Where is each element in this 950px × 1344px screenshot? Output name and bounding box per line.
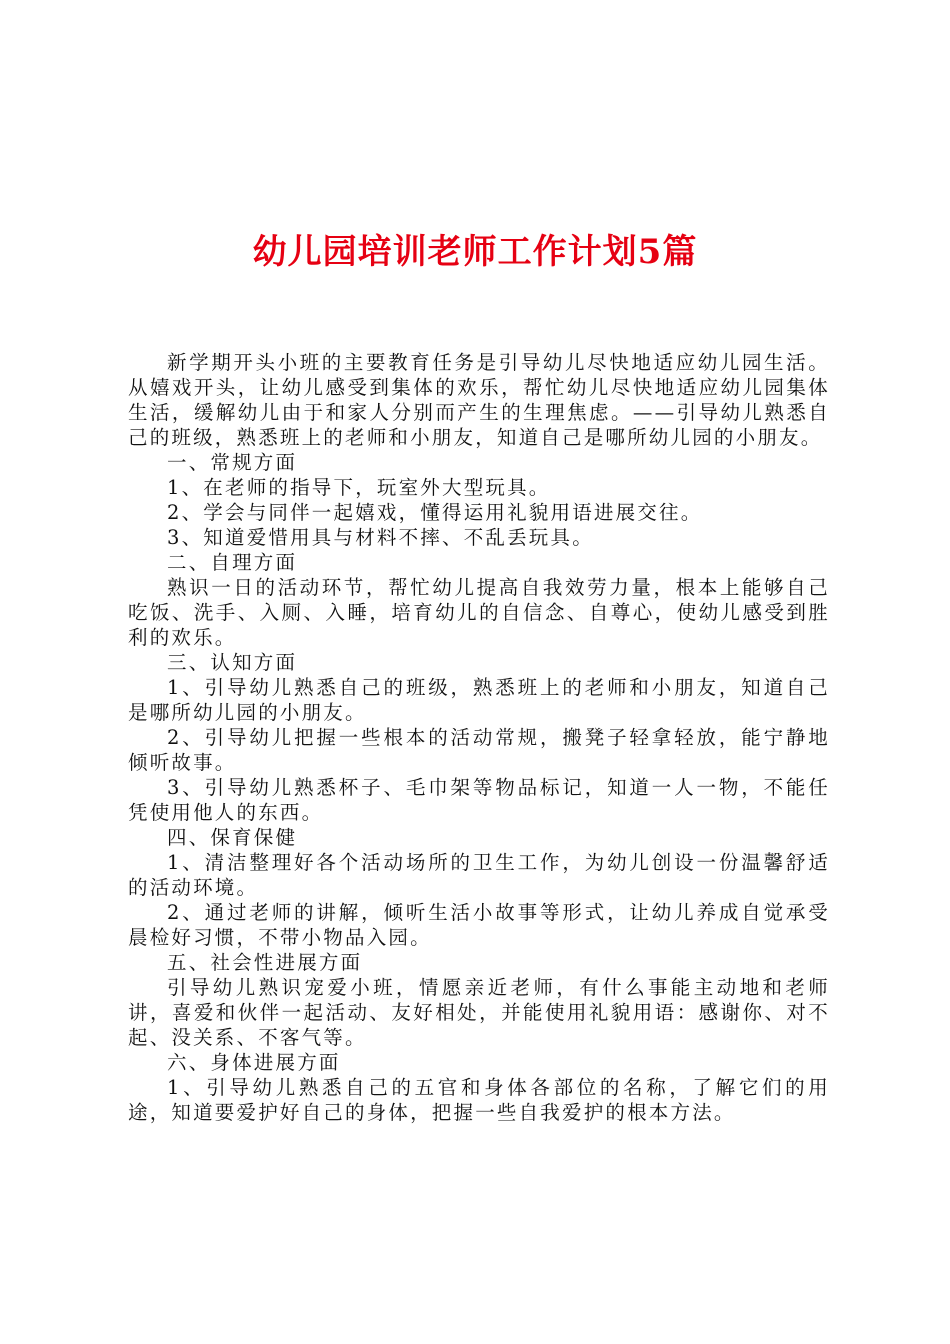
section-heading-self-care: 二、自理方面 (167, 551, 298, 574)
section-heading-cognition: 三、认知方面 (167, 651, 298, 674)
document-title: 幼儿园培训老师工作计划5篇 (252, 231, 698, 272)
list-item: 2、通过老师的讲解，倾听生活小故事等形式，让幼儿养成自觉承受晨检好习惯，不带小物品入园。 (128, 901, 830, 949)
list-item: 1、引导幼儿熟悉自己的五官和身体各部位的名称，了解它们的用途，知道要爱护好自己的身体，把握一些自我爱护的根本方法。 (128, 1076, 830, 1124)
paragraph: 熟识一日的活动环节，帮忙幼儿提高自我效劳力量，根本上能够自己吃饭、洗手、入厕、入睡，培育幼儿的自信念、自尊心，使幼儿感受到胜利的欢乐。 (128, 576, 830, 649)
list-item: 1、在老师的指导下，玩室外大型玩具。 (167, 476, 551, 499)
section-heading-social: 五、社会性进展方面 (167, 951, 363, 974)
paragraph-intro: 新学期开头小班的主要教育任务是引导幼儿尽快地适应幼儿园生活。从嬉戏开头，让幼儿感受到集体的欢乐，帮忙幼儿尽快地适应幼儿园集体生活，缓解幼儿由于和家人分别而产生的生理焦虑。——引导幼儿熟悉自己的班级，熟悉班上的老师和小朋友，知道自己是哪所幼儿园的小朋友。 (128, 351, 830, 449)
list-item: 2、引导幼儿把握一些根本的活动常规，搬凳子轻拿轻放，能宁静地倾听故事。 (128, 726, 830, 774)
section-heading-routine: 一、常规方面 (167, 451, 298, 474)
list-item: 2、学会与同伴一起嬉戏，懂得运用礼貌用语进展交往。 (167, 501, 703, 524)
list-item: 1、引导幼儿熟悉自己的班级，熟悉班上的老师和小朋友，知道自己是哪所幼儿园的小朋友。 (128, 676, 830, 724)
list-item: 3、引导幼儿熟悉杯子、毛巾架等物品标记，知道一人一物，不能任凭使用他人的东西。 (128, 776, 830, 824)
section-heading-health: 四、保育保健 (167, 826, 298, 849)
list-item: 1、清洁整理好各个活动场所的卫生工作，为幼儿创设一份温馨舒适的活动环境。 (128, 851, 830, 899)
list-item: 3、知道爱惜用具与材料不摔、不乱丢玩具。 (167, 526, 594, 549)
document-body (128, 350, 830, 1125)
paragraph: 引导幼儿熟识宠爱小班，情愿亲近老师，有什么事能主动地和老师讲，喜爱和伙伴一起活动、友好相处，并能使用礼貌用语：感谢你、对不起、没关系、不客气等。 (128, 976, 830, 1049)
section-heading-physical: 六、身体进展方面 (167, 1051, 341, 1074)
